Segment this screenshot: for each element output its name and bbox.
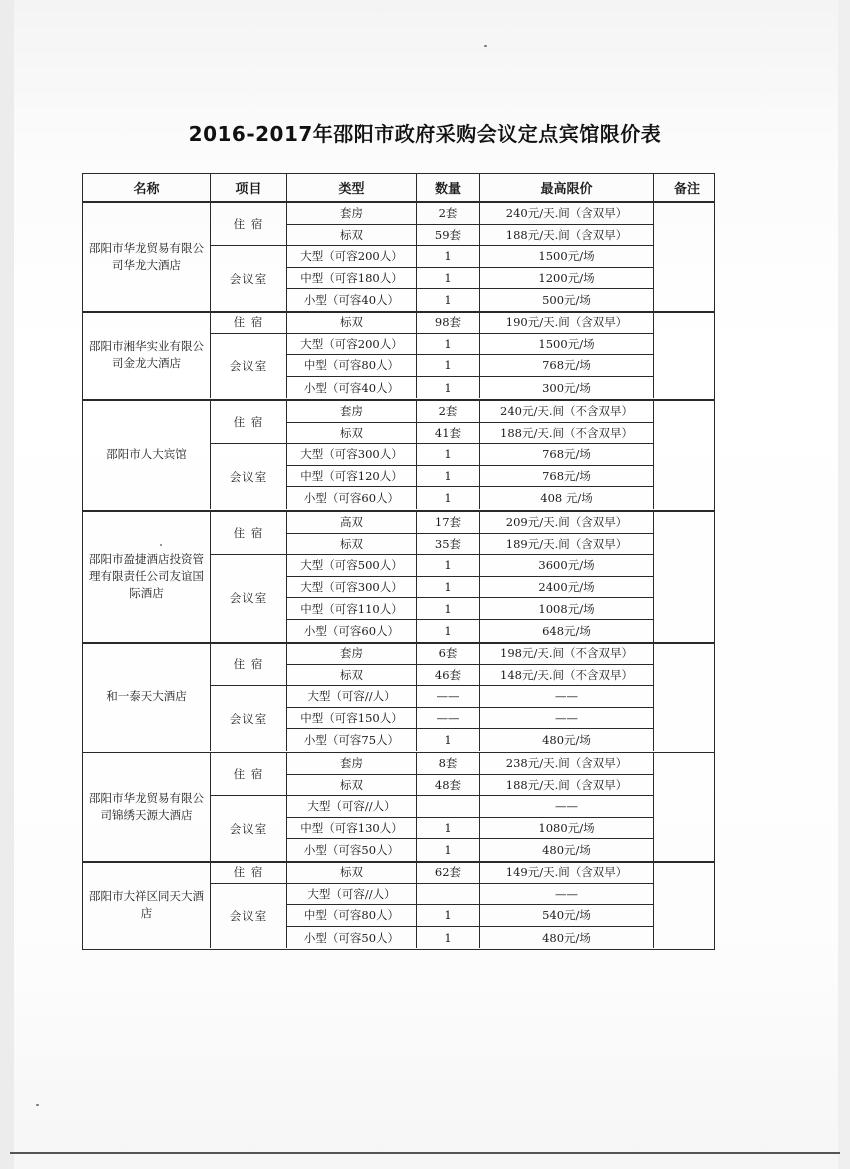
type-cell: 大型（可容200人） (287, 334, 417, 356)
price-cell: —— (480, 796, 654, 818)
type-cell: 套房 (287, 753, 417, 775)
type-cell: 中型（可容120人） (287, 466, 417, 488)
note-cell (654, 312, 714, 398)
scan-speck (484, 45, 487, 47)
category-cell: 住 宿 (211, 401, 287, 444)
hotel-name: 邵阳市人大宾馆 (83, 401, 211, 509)
type-cell: 中型（可容80人） (287, 905, 417, 927)
note-cell (654, 643, 714, 751)
price-cell: 188元/天.间（含双早） (480, 775, 654, 797)
note-cell (654, 862, 714, 948)
note-cell (654, 401, 714, 509)
qty-cell: 1 (417, 839, 480, 861)
type-cell: 大型（可容300人） (287, 577, 417, 599)
qty-cell: 1 (417, 444, 480, 466)
qty-cell: 1 (417, 487, 480, 509)
qty-cell: 1 (417, 289, 480, 311)
type-cell: 大型（可容//人） (287, 686, 417, 708)
header-note-a: 备 (674, 182, 688, 197)
type-cell: 套房 (287, 643, 417, 665)
header-item: 项目 (211, 174, 287, 201)
price-cell: 768元/场 (480, 466, 654, 488)
type-cell: 标双 (287, 862, 417, 884)
type-cell: 标双 (287, 423, 417, 445)
qty-cell: 1 (417, 620, 480, 642)
price-cell: 540元/场 (480, 905, 654, 927)
qty-cell: 17套 (417, 512, 480, 534)
type-cell: 小型（可容40人） (287, 377, 417, 399)
price-cell: 189元/天.间（含双早） (480, 534, 654, 556)
category-cell: 住 宿 (211, 512, 287, 555)
hotel-name: 和一泰天大酒店 (83, 643, 211, 751)
qty-cell: 62套 (417, 862, 480, 884)
price-cell: 408 元/场 (480, 487, 654, 509)
hotel-name: 邵阳市湘华实业有限公司金龙大酒店 (83, 312, 211, 398)
qty-cell: 35套 (417, 534, 480, 556)
category-cell: 会议室 (211, 555, 287, 641)
price-cell: —— (480, 686, 654, 708)
price-cell: 768元/场 (480, 444, 654, 466)
qty-cell: 1 (417, 905, 480, 927)
scan-bottom-rule (10, 1152, 840, 1154)
qty-cell: 2套 (417, 401, 480, 423)
category-cell: 住 宿 (211, 862, 287, 884)
price-cell: —— (480, 884, 654, 906)
qty-cell: 1 (417, 729, 480, 751)
header-note-b: 注 (687, 182, 701, 197)
qty-cell: 1 (417, 927, 480, 949)
note-cell (654, 512, 714, 642)
category-cell: 会议室 (211, 444, 287, 509)
type-cell: 小型（可容60人） (287, 620, 417, 642)
type-cell: 大型（可容200人） (287, 246, 417, 268)
price-cell: 238元/天.间（含双早） (480, 753, 654, 775)
qty-cell: 1 (417, 555, 480, 577)
category-cell: 会议室 (211, 686, 287, 751)
qty-cell: 98套 (417, 312, 480, 334)
price-cell: 1200元/场 (480, 268, 654, 290)
qty-cell: 1 (417, 466, 480, 488)
table-header (82, 173, 715, 202)
type-cell: 大型（可容//人） (287, 884, 417, 906)
type-cell: 中型（可容150人） (287, 708, 417, 730)
price-cell: 188元/天.间（不含双早） (480, 423, 654, 445)
price-cell: 768元/场 (480, 355, 654, 377)
type-cell: 中型（可容130人） (287, 818, 417, 840)
type-cell: 中型（可容80人） (287, 355, 417, 377)
type-cell: 小型（可容40人） (287, 289, 417, 311)
scan-edge-right (838, 0, 850, 1169)
header-qty: 数量 (417, 174, 480, 201)
type-cell: 大型（可容//人） (287, 796, 417, 818)
qty-cell: 41套 (417, 423, 480, 445)
hotel-block (82, 400, 715, 511)
type-cell: 小型（可容50人） (287, 927, 417, 949)
qty-cell: 1 (417, 818, 480, 840)
qty-cell: 1 (417, 246, 480, 268)
category-cell: 会议室 (211, 884, 287, 949)
type-cell: 大型（可容300人） (287, 444, 417, 466)
hotel-block (82, 752, 715, 863)
price-cell: 240元/天.间（含双早） (480, 203, 654, 225)
hotel-name: 邵阳市华龙贸易有限公司华龙大酒店 (83, 203, 211, 311)
price-cell: 480元/场 (480, 839, 654, 861)
qty-cell: 8套 (417, 753, 480, 775)
hotel-block (82, 511, 715, 644)
price-cell: 648元/场 (480, 620, 654, 642)
qty-cell: 6套 (417, 643, 480, 665)
header-max-price: 最高限价 (480, 174, 654, 201)
hotel-name: 邵阳市大祥区同天大酒店 (83, 862, 211, 948)
category-cell: 会议室 (211, 334, 287, 399)
qty-cell: 1 (417, 577, 480, 599)
note-cell (654, 203, 714, 311)
type-cell: 大型（可容500人） (287, 555, 417, 577)
type-cell: 中型（可容110人） (287, 598, 417, 620)
type-cell: 标双 (287, 665, 417, 687)
price-cell: 300元/场 (480, 377, 654, 399)
hotel-block (82, 861, 715, 950)
price-cell: 190元/天.间（含双早） (480, 312, 654, 334)
price-cell: 188元/天.间（含双早） (480, 225, 654, 247)
type-cell: 高双 (287, 512, 417, 534)
type-cell: 标双 (287, 225, 417, 247)
type-cell: 中型（可容180人） (287, 268, 417, 290)
category-cell: 住 宿 (211, 312, 287, 334)
type-cell: 标双 (287, 312, 417, 334)
price-cell: 198元/天.间（不含双早） (480, 643, 654, 665)
type-cell: 小型（可容60人） (287, 487, 417, 509)
category-cell: 住 宿 (211, 753, 287, 796)
type-cell: 小型（可容75人） (287, 729, 417, 751)
hotel-name: 邵阳市华龙贸易有限公司锦绣天源大酒店 (83, 753, 211, 861)
price-cell: 149元/天.间（含双早） (480, 862, 654, 884)
qty-cell: —— (417, 686, 480, 708)
hotel-block (82, 642, 715, 753)
qty-cell: 1 (417, 268, 480, 290)
qty-cell: 1 (417, 598, 480, 620)
price-cell: 1008元/场 (480, 598, 654, 620)
type-cell: 小型（可容50人） (287, 839, 417, 861)
qty-cell: —— (417, 708, 480, 730)
header-note (654, 174, 714, 201)
price-cell: 148元/天.间（不含双早） (480, 665, 654, 687)
category-cell: 住 宿 (211, 203, 287, 246)
qty-cell: 1 (417, 334, 480, 356)
page-title: 2016-2017年邵阳市政府采购会议定点宾馆限价表 (188, 122, 662, 146)
price-cell: 480元/场 (480, 927, 654, 949)
qty-cell (417, 884, 480, 906)
category-cell: 会议室 (211, 246, 287, 311)
type-cell: 标双 (287, 775, 417, 797)
price-cell: 209元/天.间（含双早） (480, 512, 654, 534)
price-cell: 240元/天.间（不含双早） (480, 401, 654, 423)
price-cell: 500元/场 (480, 289, 654, 311)
qty-cell: 2套 (417, 203, 480, 225)
note-cell (654, 753, 714, 861)
qty-cell: 59套 (417, 225, 480, 247)
hotel-name: 邵阳市盈捷酒店投资管理有限责任公司友谊国际酒店 (83, 512, 211, 642)
header-type: 类型 (287, 174, 417, 201)
hotel-block (82, 311, 715, 400)
qty-cell (417, 796, 480, 818)
hotel-block (82, 202, 715, 313)
price-cell: 1500元/场 (480, 246, 654, 268)
qty-cell: 48套 (417, 775, 480, 797)
scan-speck (36, 1104, 39, 1106)
header-name: 名称 (83, 174, 211, 201)
category-cell: 住 宿 (211, 643, 287, 686)
price-cell: 480元/场 (480, 729, 654, 751)
type-cell: 标双 (287, 534, 417, 556)
price-cell: —— (480, 708, 654, 730)
scan-edge-left (0, 0, 14, 1169)
price-cell: 2400元/场 (480, 577, 654, 599)
qty-cell: 46套 (417, 665, 480, 687)
type-cell: 套房 (287, 203, 417, 225)
type-cell: 套房 (287, 401, 417, 423)
price-cell: 1080元/场 (480, 818, 654, 840)
price-cell: 1500元/场 (480, 334, 654, 356)
category-cell: 会议室 (211, 796, 287, 861)
qty-cell: 1 (417, 355, 480, 377)
qty-cell: 1 (417, 377, 480, 399)
price-cell: 3600元/场 (480, 555, 654, 577)
